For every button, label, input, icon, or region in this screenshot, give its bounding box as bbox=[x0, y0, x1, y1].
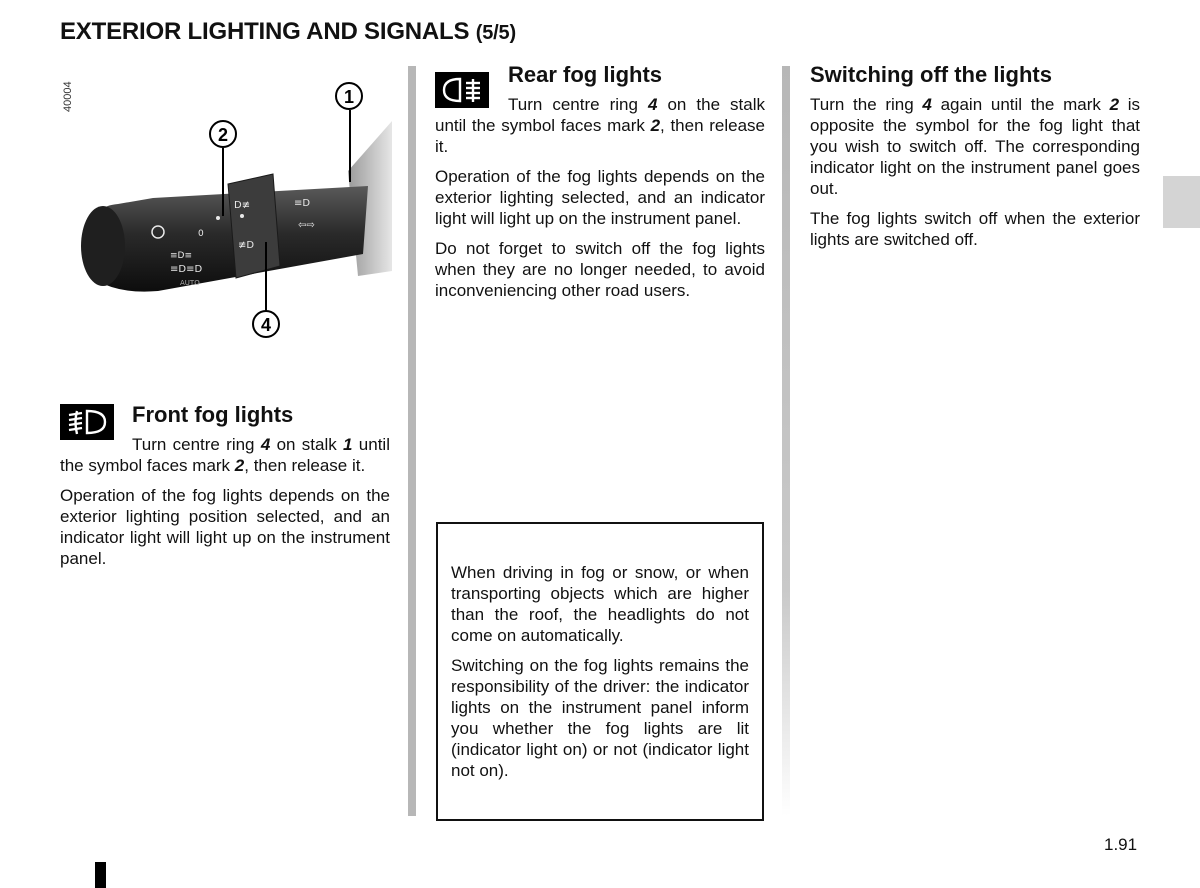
ring-ref: 4 bbox=[260, 435, 271, 454]
text-run: , then release it. bbox=[435, 116, 765, 156]
mark-ref: 2 bbox=[650, 116, 661, 135]
switch-off-note: The fog lights switch off when the exterior lights are switched off. bbox=[810, 209, 1140, 249]
column-separator-left bbox=[408, 66, 416, 816]
rear-fog-section bbox=[435, 62, 765, 310]
text-run: Turn centre ring bbox=[508, 95, 648, 114]
page-title-suffix: (5/5) bbox=[475, 22, 516, 44]
callout-2 bbox=[210, 121, 236, 147]
warning-text-1: When driving in fog or snow, or when transporting objects which are higher than the roof, the headlights do not come on automatically. bbox=[451, 563, 749, 645]
stalk-auto-label: AUTO bbox=[180, 279, 200, 287]
stalk-symbol-front-fog: ≢D bbox=[238, 240, 255, 251]
stalk-ref: 1 bbox=[343, 435, 353, 454]
callout-1-label: 1 bbox=[343, 87, 355, 107]
stalk-symbol-headlights: ≡D≡D bbox=[170, 264, 203, 275]
text-run: Turn the ring bbox=[810, 95, 923, 114]
mark-ref: 2 bbox=[234, 456, 245, 475]
warning-text-2: Switching on the fog lights remains the responsibility of the driver: the indicator lights on the instrument panel inform you whether the fog lights are lit (indicator light on) or not (indicator light not on). bbox=[451, 656, 749, 780]
stalk-body bbox=[85, 186, 369, 292]
front-fog-instruction bbox=[60, 434, 390, 476]
crop-mark bbox=[95, 862, 106, 888]
figure-id: 40004 bbox=[62, 81, 74, 112]
front-fog-heading: Front fog lights bbox=[132, 402, 294, 427]
stalk-symbol-rear-fog: D≢ bbox=[234, 200, 251, 211]
callout-4-label: 4 bbox=[260, 315, 272, 335]
callout-1 bbox=[336, 83, 362, 109]
stalk-end-cap bbox=[81, 206, 125, 286]
text-run: , then release it. bbox=[244, 456, 366, 475]
ring-ref: 4 bbox=[922, 95, 932, 114]
rear-fog-operation: Operation of the fog lights depends on the exterior lighting selected, and an indicator light will light up on the instrument panel. bbox=[435, 167, 765, 228]
text-run: on the stalk until the symbol faces mark bbox=[435, 95, 766, 135]
text-run: on stalk bbox=[270, 435, 344, 454]
page-number: 1.91 bbox=[1104, 835, 1138, 854]
switch-off-instruction bbox=[810, 94, 1140, 199]
column-separator-right bbox=[782, 66, 790, 816]
stalk-symbol-main-beam: ≡D bbox=[294, 198, 311, 209]
page-title bbox=[60, 18, 516, 46]
section-thumb-tab bbox=[1163, 176, 1200, 228]
rear-fog-reminder: Do not forget to switch off the fog lights when they are no longer needed, to avoid inconveniencing other road users. bbox=[435, 239, 765, 300]
page-title-text: EXTERIOR LIGHTING AND SIGNALS bbox=[60, 18, 470, 45]
callout-2-label: 2 bbox=[217, 125, 229, 145]
lighting-stalk-figure bbox=[58, 66, 392, 386]
ring-4 bbox=[228, 174, 280, 278]
stalk-symbol-indicators: ⇦⇨ bbox=[298, 220, 315, 231]
ring-ref: 4 bbox=[647, 95, 658, 114]
warning-box bbox=[436, 522, 764, 821]
front-fog-operation: Operation of the fog lights depends on the exterior lighting position selected, and an indicator light will light up on the instrument panel. bbox=[60, 486, 390, 568]
rear-fog-instruction bbox=[435, 94, 765, 157]
mark-ref: 2 bbox=[1109, 95, 1120, 114]
text-run: again until the mark bbox=[931, 95, 1110, 114]
callout-4 bbox=[253, 311, 279, 337]
stalk-symbol-sidelights: ≡D≡ bbox=[170, 251, 193, 261]
switch-off-heading: Switching off the lights bbox=[810, 62, 1052, 87]
text-run: until the symbol faces mark bbox=[60, 435, 390, 475]
rear-fog-heading: Rear fog lights bbox=[508, 62, 663, 87]
stalk-zero: 0 bbox=[198, 229, 204, 239]
front-fog-section bbox=[60, 402, 390, 578]
text-run: Turn centre ring bbox=[132, 435, 261, 454]
switch-off-section bbox=[810, 62, 1140, 259]
text-run: is opposite the symbol for the fog light that you wish to switch off. The corresponding indicator light on the instrument panel goes out. bbox=[810, 95, 1141, 198]
